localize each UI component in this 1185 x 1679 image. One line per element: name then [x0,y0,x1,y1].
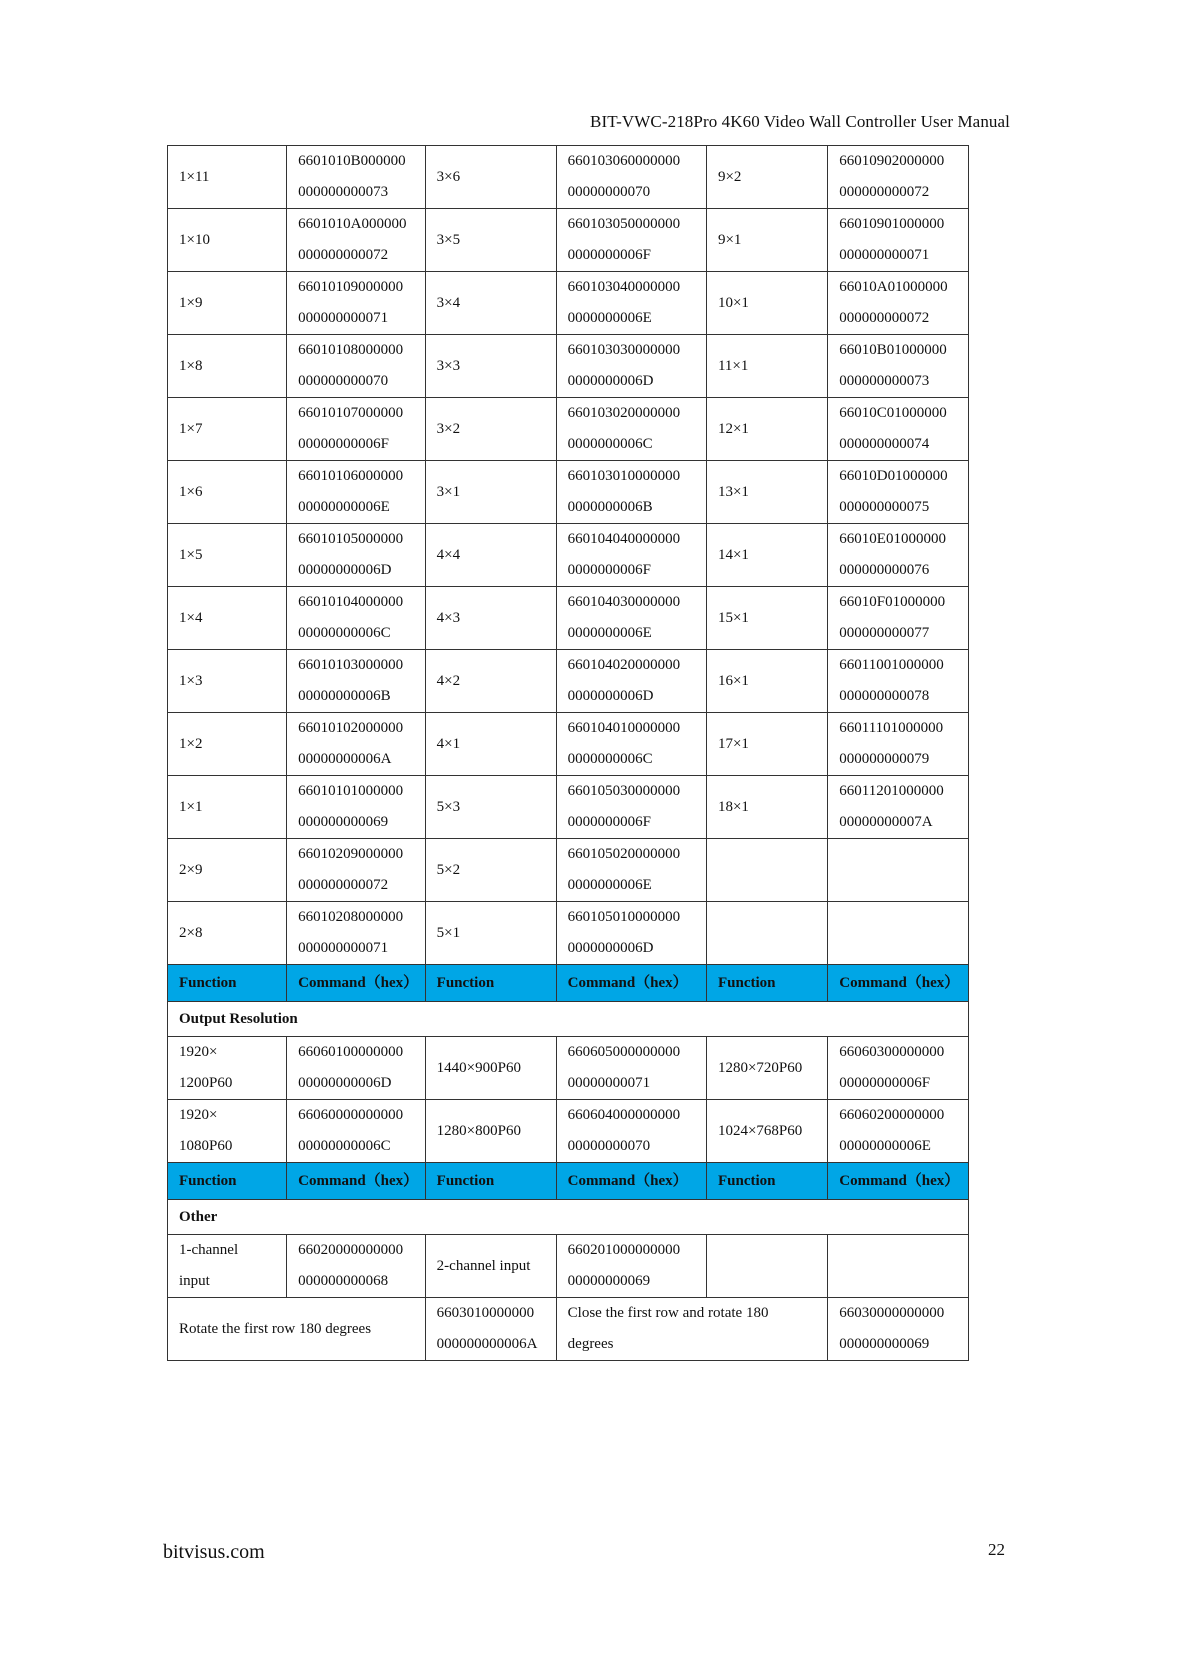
cell-line: 000000000072 [839,310,930,326]
output-resolution-rows [168,1037,969,1163]
command-cell [287,209,426,272]
cell-line: 1920× [179,1107,218,1123]
function-cell: 2-channel input [425,1235,556,1298]
cell-line: 0000000006C [567,436,653,452]
command-cell [556,146,706,209]
cell-line: 66011101000000 [839,720,944,736]
command-cell [556,776,706,839]
command-header: Command（hex） [287,1163,426,1200]
cell-line: degrees [567,1336,614,1352]
function-cell: 9×1 [706,209,827,272]
command-cell [828,209,969,272]
cell-line: 00000000071 [567,1075,651,1091]
command-cell [287,524,426,587]
command-cell [828,335,969,398]
command-cell [556,839,706,902]
section-title-row [168,1002,969,1037]
cell-line: 00000000006A [298,751,392,767]
cell-line: 660104030000000 [567,594,681,610]
cell-line: 66060200000000 [839,1107,945,1123]
command-table [167,145,969,1361]
cell-line: 000000000071 [298,940,389,956]
function-cell: 2×9 [168,839,287,902]
function-cell: 9×2 [706,146,827,209]
cell-line: 66010109000000 [298,279,404,295]
footer-page-number: 22 [988,1540,1005,1559]
function-cell: 18×1 [706,776,827,839]
cell-line: 66060000000000 [298,1107,404,1123]
function-cell: 3×4 [425,272,556,335]
command-cell [287,146,426,209]
command-cell [828,839,969,902]
function-cell: 13×1 [706,461,827,524]
empty-cell [828,1235,969,1298]
command-cell [287,1037,426,1100]
cell-line: 660103010000000 [567,468,681,484]
function-cell: 1×8 [168,335,287,398]
cell-line: 660103030000000 [567,342,681,358]
function-cell: 4×4 [425,524,556,587]
cell-line: 000000000076 [839,562,930,578]
function-cell: 16×1 [706,650,827,713]
function-cell: 5×1 [425,902,556,965]
function-header: Function [168,965,287,1002]
command-cell [828,650,969,713]
cell-line: 66010101000000 [298,783,404,799]
cell-line: 0000000006D [567,373,654,389]
cell-line: 66010106000000 [298,468,404,484]
cell-line: 66010D01000000 [839,468,948,484]
function-cell: 1×9 [168,272,287,335]
cell-line: 0000000006F [567,247,651,263]
table-row [168,335,969,398]
function-cell: 1024×768P60 [706,1100,827,1163]
table-row [168,146,969,209]
function-cell [168,1037,287,1100]
cell-line: 66010B01000000 [839,342,947,358]
command-cell [828,776,969,839]
table-row [168,902,969,965]
command-cell [828,713,969,776]
cell-line: 66011201000000 [839,783,944,799]
section-title-other: Other [168,1200,969,1235]
command-cell [556,398,706,461]
column-header-row [168,965,969,1002]
cell-line: 000000000075 [839,499,930,515]
table-row [168,461,969,524]
cell-line: 000000000068 [298,1273,389,1289]
function-cell: 1×3 [168,650,287,713]
footer-website: bitvisus.com [163,1541,265,1563]
function-header: Function [425,1163,556,1200]
function-cell: 1×10 [168,209,287,272]
cell-line: 660103040000000 [567,279,681,295]
cell-line: 660105010000000 [567,909,681,925]
function-header: Function [706,965,827,1002]
function-cell: 14×1 [706,524,827,587]
cell-line: 66010F01000000 [839,594,946,610]
table-row [168,713,969,776]
cell-line: 66010209000000 [298,846,404,862]
function-cell: 3×5 [425,209,556,272]
cell-line: 66030000000000 [839,1305,945,1321]
command-cell [556,587,706,650]
table-row [168,650,969,713]
cell-line: 6601010A000000 [298,216,407,232]
command-cell [287,902,426,965]
command-header: Command（hex） [828,1163,969,1200]
cell-line: 0000000006E [567,877,652,893]
cell-line: 6603010000000 [436,1305,535,1321]
function-cell: 1×1 [168,776,287,839]
command-cell [828,272,969,335]
command-header: Command（hex） [828,965,969,1002]
function-cell: 4×3 [425,587,556,650]
cell-line: 66010C01000000 [839,405,947,421]
cell-line: 660104020000000 [567,657,681,673]
cell-line: 660604000000000 [567,1107,681,1123]
cell-line: 660605000000000 [567,1044,681,1060]
cell-line: 66010105000000 [298,531,404,547]
function-cell: 5×3 [425,776,556,839]
command-cell [828,461,969,524]
cell-line: 000000000079 [839,751,930,767]
cell-line: 6601010B000000 [298,153,406,169]
cell-line: 660105030000000 [567,783,681,799]
cell-line: 000000000071 [298,310,389,326]
function-cell: 11×1 [706,335,827,398]
command-cell [287,713,426,776]
command-cell [287,461,426,524]
cell-line: 660104040000000 [567,531,681,547]
cell-line: 0000000006D [567,940,654,956]
table-row [168,272,969,335]
command-header: Command（hex） [556,1163,706,1200]
command-cell [556,1100,706,1163]
cell-line: 000000000072 [839,184,930,200]
command-cell [287,335,426,398]
command-cell [287,776,426,839]
cell-line: 00000000006C [298,1138,391,1154]
cell-line: 0000000006D [567,688,654,704]
command-cell [828,587,969,650]
function-cell [706,839,827,902]
cell-line: 1920× [179,1044,218,1060]
command-cell [828,1100,969,1163]
cell-line: 66010103000000 [298,657,404,673]
command-cell [828,1037,969,1100]
cell-line: 000000000073 [839,373,930,389]
cell-line: 000000000071 [839,247,930,263]
cell-line: Close the first row and rotate 180 [567,1305,769,1321]
command-cell [556,713,706,776]
cell-line: 0000000006F [567,814,651,830]
section-title-row [168,1200,969,1235]
function-cell [168,1100,287,1163]
cell-line: 000000000070 [298,373,389,389]
cell-line: 00000000006D [298,562,392,578]
function-cell: Rotate the first row 180 degrees [168,1298,426,1361]
command-cell [287,1100,426,1163]
function-cell: 4×2 [425,650,556,713]
cell-line: 66010902000000 [839,153,945,169]
function-cell: 17×1 [706,713,827,776]
function-header: Function [706,1163,827,1200]
command-cell [287,839,426,902]
cell-line: 000000000069 [839,1336,930,1352]
cell-line: 000000000072 [298,877,389,893]
cell-line: 0000000006C [567,751,653,767]
cell-line: 660104010000000 [567,720,681,736]
function-cell: 1280×800P60 [425,1100,556,1163]
command-cell [425,1298,556,1361]
cell-line: 660103050000000 [567,216,681,232]
cell-line: 000000000078 [839,688,930,704]
command-cell [828,398,969,461]
function-cell [556,1298,828,1361]
cell-line: 66060100000000 [298,1044,404,1060]
table-row [168,398,969,461]
table-row [168,839,969,902]
function-cell: 1×2 [168,713,287,776]
function-cell: 1×7 [168,398,287,461]
function-cell: 4×1 [425,713,556,776]
function-cell: 1440×900P60 [425,1037,556,1100]
command-cell [287,398,426,461]
cell-line: 660103020000000 [567,405,681,421]
table-row [168,1037,969,1100]
cell-line: 00000000006F [839,1075,931,1091]
command-cell [828,902,969,965]
cell-line: 000000000069 [298,814,389,830]
function-cell: 3×6 [425,146,556,209]
table-row [168,776,969,839]
cell-line: 00000000006F [298,436,390,452]
function-header: Function [425,965,556,1002]
column-header-row [168,1163,969,1200]
other-section [168,1163,969,1361]
cell-line: 660103060000000 [567,153,681,169]
cell-line: 00000000006C [298,625,391,641]
cell-line: 66010E01000000 [839,531,946,547]
cell-line: 0000000006F [567,562,651,578]
command-header: Command（hex） [556,965,706,1002]
command-cell [828,1298,969,1361]
command-cell [556,1037,706,1100]
function-cell: 10×1 [706,272,827,335]
function-cell: 3×1 [425,461,556,524]
empty-cell [706,1235,827,1298]
command-cell [556,272,706,335]
function-header: Function [168,1163,287,1200]
cell-line: 660105020000000 [567,846,681,862]
output-resolution-section [168,965,969,1037]
cell-line: 0000000006B [567,499,653,515]
table-row [168,587,969,650]
cell-line: 1-channel [179,1242,239,1258]
cell-line: 66011001000000 [839,657,944,673]
cell-line: 0000000006E [567,310,652,326]
function-cell: 5×2 [425,839,556,902]
function-cell: 3×2 [425,398,556,461]
cell-line: 00000000006B [298,688,391,704]
cell-line: 00000000006D [298,1075,392,1091]
command-cell [287,650,426,713]
function-cell [168,1235,287,1298]
command-cell [556,524,706,587]
table-row [168,524,969,587]
command-cell [287,272,426,335]
command-cell [556,209,706,272]
cell-line: 00000000007A [839,814,933,830]
cell-line: input [179,1273,210,1289]
table-row [168,209,969,272]
cell-line: 66010102000000 [298,720,404,736]
cell-line: 000000000072 [298,247,389,263]
function-cell [706,902,827,965]
cell-line: 00000000070 [567,184,651,200]
function-cell: 1×11 [168,146,287,209]
splice-mode-section [168,146,969,965]
cell-line: 66020000000000 [298,1242,404,1258]
cell-line: 1200P60 [179,1075,233,1091]
cell-line: 000000000006A [436,1336,538,1352]
table-row [168,1298,969,1361]
cell-line: 00000000070 [567,1138,651,1154]
cell-line: 66010208000000 [298,909,404,925]
section-title-output-resolution: Output Resolution [168,1002,969,1037]
cell-line: 66010108000000 [298,342,404,358]
cell-line: 1080P60 [179,1138,233,1154]
cell-line: 0000000006E [567,625,652,641]
command-cell [828,146,969,209]
cell-line: 000000000073 [298,184,389,200]
function-cell: 1×5 [168,524,287,587]
cell-line: 66010A01000000 [839,279,948,295]
cell-line: 000000000077 [839,625,930,641]
cell-line: 66060300000000 [839,1044,945,1060]
command-cell [556,902,706,965]
function-cell: 2×8 [168,902,287,965]
cell-line: 00000000069 [567,1273,651,1289]
page-header-title: BIT-VWC-218Pro 4K60 Video Wall Controller User Manual [590,112,1010,131]
command-cell [556,335,706,398]
cell-line: 000000000074 [839,436,930,452]
function-cell: 1×4 [168,587,287,650]
cell-line: 660201000000000 [567,1242,681,1258]
command-cell [556,461,706,524]
cell-line: 66010901000000 [839,216,945,232]
function-cell: 1×6 [168,461,287,524]
cell-line: 00000000006E [298,499,390,515]
table-row [168,1100,969,1163]
command-cell [556,650,706,713]
function-cell: 1280×720P60 [706,1037,827,1100]
command-header: Command（hex） [287,965,426,1002]
cell-line: 00000000006E [839,1138,931,1154]
command-cell [287,1235,426,1298]
function-cell: 3×3 [425,335,556,398]
table-row [168,1235,969,1298]
command-cell [287,587,426,650]
command-cell [556,1235,706,1298]
function-cell: 15×1 [706,587,827,650]
cell-line: 66010107000000 [298,405,404,421]
command-cell [828,524,969,587]
function-cell: 12×1 [706,398,827,461]
cell-line: 66010104000000 [298,594,404,610]
